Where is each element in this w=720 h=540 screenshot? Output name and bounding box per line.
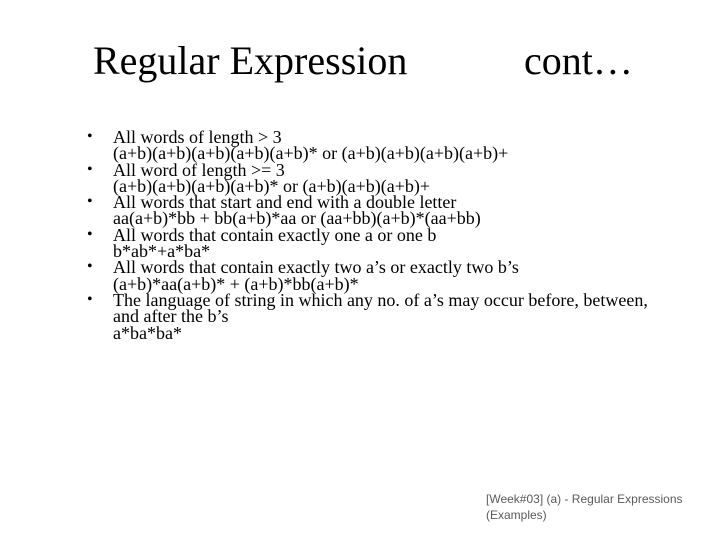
- bullet-description: The language of string in which any no. of a’s may occur before, between,: [113, 289, 648, 310]
- bullet-item-length-gte-3: [0, 159, 720, 196]
- bullet-description: All words of length > 3: [113, 127, 282, 147]
- slide-footer: [486, 491, 706, 523]
- bullet-dot-icon: •: [87, 160, 93, 178]
- title-continued: cont…: [524, 38, 633, 83]
- bullet-description-continued: and after the b’s: [113, 306, 229, 327]
- bullet-item-exactly-one: [0, 224, 720, 262]
- bullet-dot-icon: •: [87, 258, 93, 276]
- bullet-expression: aa(a+b)*bb + bb(a+b)*aa or (aa+bb)(a+b)*(aa+bb): [113, 208, 481, 229]
- bullet-expression: b*ab*+a*ba*: [113, 241, 211, 262]
- bullet-list: [0, 129, 720, 341]
- bullet-dot-icon: •: [87, 128, 93, 145]
- footer-line-1: [Week#03] (a) - Regular Expressions: [486, 492, 683, 506]
- bullet-item-double-letter: [0, 194, 720, 227]
- title-main: Regular Expression: [93, 38, 408, 83]
- slide-title: [0, 36, 720, 86]
- bullet-dot-icon: •: [87, 193, 93, 211]
- bullet-description: All words that start and end with a double letter: [113, 192, 457, 213]
- bullet-expression: (a+b)*aa(a+b)* + (a+b)*bb(a+b)*: [113, 273, 359, 294]
- bullet-dot-icon: •: [87, 225, 93, 243]
- bullet-item-any-number-of-a: [0, 289, 720, 343]
- bullet-description: All word of length >= 3: [113, 159, 285, 180]
- bullet-item-exactly-two: [0, 259, 720, 292]
- bullet-item-length-gt-3: [0, 129, 720, 162]
- bullet-description: All words that contain exactly two a’s or exactly two b’s: [113, 257, 519, 278]
- bullet-dot-icon: •: [87, 290, 93, 308]
- footer-line-2: (Examples): [486, 508, 547, 522]
- bullet-description: All words that contain exactly one a or one b: [113, 224, 437, 245]
- bullet-expression: (a+b)(a+b)(a+b)(a+b)(a+b)* or (a+b)(a+b)(a+b)(a+b)+: [113, 143, 509, 164]
- bullet-expression: (a+b)(a+b)(a+b)(a+b)* or (a+b)(a+b)(a+b)+: [113, 175, 431, 196]
- bullet-expression: a*ba*ba*: [113, 322, 182, 343]
